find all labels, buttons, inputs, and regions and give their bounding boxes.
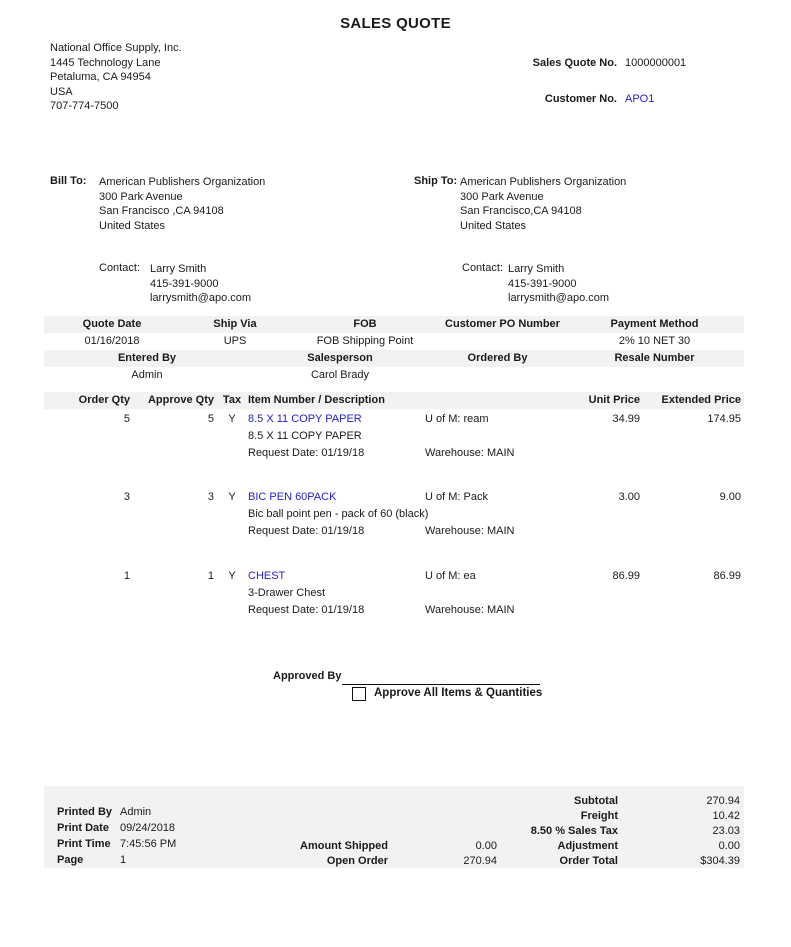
bill-to-address <box>99 175 265 233</box>
value-fob: FOB Shipping Point <box>316 335 414 347</box>
item-approve-qty: 3 <box>207 491 214 503</box>
ship-to-address <box>460 175 626 233</box>
quote-info-value-row-2 <box>44 367 744 384</box>
freight-value: 10.42 <box>712 810 740 822</box>
item-row <box>0 569 791 584</box>
item-description: 8.5 X 11 COPY PAPER <box>248 430 362 442</box>
sales-tax-value: 23.03 <box>712 825 740 837</box>
subtotal-label: Subtotal <box>574 795 618 807</box>
items-header-item: Item Number / Description <box>248 394 385 406</box>
item-uom: U of M: Pack <box>425 491 488 503</box>
item-warehouse: Warehouse: MAIN <box>425 447 515 459</box>
print-time-label: Print Time <box>57 838 111 850</box>
quote-number-value: 1000000001 <box>625 57 687 69</box>
ship-to-country: United States <box>460 219 527 232</box>
value-salesperson: Carol Brady <box>310 369 370 381</box>
item-unit-price: 34.99 <box>612 413 640 425</box>
item-approve-qty: 5 <box>207 413 214 425</box>
item-detail-line <box>0 446 791 461</box>
item-tax-flag: Y <box>228 413 236 425</box>
printed-by-value: Admin <box>120 806 152 818</box>
item-order-qty: 5 <box>123 413 130 425</box>
header-entered-by: Entered By <box>117 352 177 364</box>
bill-contact-label: Contact: <box>99 262 140 274</box>
item-description: Bic ball point pen - pack of 60 (black) <box>248 508 429 520</box>
quote-number-row <box>380 57 760 71</box>
item-tax-flag: Y <box>228 570 236 582</box>
items-header-extended-price: Extended Price <box>661 394 741 406</box>
page-title: SALES QUOTE <box>340 15 451 32</box>
item-approve-qty: 1 <box>207 570 214 582</box>
customer-number-row <box>380 93 760 107</box>
company-name: National Office Supply, Inc. <box>50 42 182 54</box>
items-header-tax: Tax <box>222 394 242 406</box>
quote-info-header-row-1 <box>44 316 744 333</box>
item-order-qty: 1 <box>123 570 130 582</box>
page-number-label: Page <box>57 854 84 866</box>
adjustment-value: 0.00 <box>718 840 740 852</box>
item-request-date: Request Date: 01/19/18 <box>248 604 365 616</box>
item-row <box>0 412 791 427</box>
approved-by-label: Approved By <box>273 670 342 682</box>
order-total-label: Order Total <box>559 855 618 867</box>
page-number-value: 1 <box>120 854 127 866</box>
header-resale-number: Resale Number <box>614 352 695 364</box>
open-order-value: 270.94 <box>463 855 497 867</box>
amount-shipped-label: Amount Shipped <box>300 840 388 852</box>
company-phone: 707-774-7500 <box>50 100 119 113</box>
items-header-approve-qty: Approve Qty <box>147 394 214 406</box>
print-date-label: Print Date <box>57 822 109 834</box>
bill-to-city: San Francisco ,CA 94108 <box>99 205 224 218</box>
item-unit-price: 3.00 <box>618 491 640 503</box>
item-detail-line <box>0 524 791 539</box>
header-fob: FOB <box>353 318 377 330</box>
printed-by-label: Printed By <box>57 806 113 818</box>
item-row <box>0 490 791 505</box>
bill-to-label: Bill To: <box>50 175 87 187</box>
company-country: USA <box>50 85 73 98</box>
ship-contact-phone: 415-391-9000 <box>508 277 577 290</box>
item-extended-price: 174.95 <box>707 413 741 425</box>
item-tax-flag: Y <box>228 491 236 503</box>
ship-contact-name: Larry Smith <box>508 263 565 275</box>
bill-to-street: 300 Park Avenue <box>99 190 183 203</box>
item-order-qty: 3 <box>123 491 130 503</box>
company-city: Petaluma, CA 94954 <box>50 71 151 84</box>
ship-to-city: San Francisco,CA 94108 <box>460 205 582 218</box>
customer-number-label: Customer No. <box>544 93 617 105</box>
item-description: 3-Drawer Chest <box>248 587 326 599</box>
ship-to-label: Ship To: <box>414 175 458 187</box>
header-ordered-by: Ordered By <box>467 352 528 364</box>
item-request-date: Request Date: 01/19/18 <box>248 525 365 537</box>
header-ship-via: Ship Via <box>213 318 257 330</box>
approve-all-checkbox[interactable] <box>352 687 366 701</box>
quote-number-label: Sales Quote No. <box>532 57 617 69</box>
item-extended-price: 86.99 <box>713 570 741 582</box>
bill-to-country: United States <box>99 219 166 232</box>
item-uom: U of M: ream <box>425 413 489 425</box>
order-total-value: $304.39 <box>700 855 740 867</box>
open-order-label: Open Order <box>326 855 388 867</box>
amount-shipped-value: 0.00 <box>475 840 497 852</box>
bill-to-name: American Publishers Organization <box>99 176 266 188</box>
freight-label: Freight <box>580 810 618 822</box>
value-quote-date: 01/16/2018 <box>84 335 140 347</box>
item-extended-price: 9.00 <box>719 491 741 503</box>
items-header-order-qty: Order Qty <box>78 394 130 406</box>
ship-to-name: American Publishers Organization <box>460 176 627 188</box>
value-payment-method: 2% 10 NET 30 <box>618 335 691 347</box>
ship-to-street: 300 Park Avenue <box>460 190 544 203</box>
item-uom: U of M: ea <box>425 570 476 582</box>
items-header-unit-price: Unit Price <box>588 394 640 406</box>
subtotal-value: 270.94 <box>706 795 740 807</box>
quote-info-header-row-2 <box>44 350 744 367</box>
sales-tax-label: 8.50 % Sales Tax <box>530 825 618 837</box>
bill-contact-name: Larry Smith <box>150 263 207 275</box>
customer-number-link[interactable]: APO1 <box>625 93 655 105</box>
header-payment-method: Payment Method <box>610 318 699 330</box>
item-number-link[interactable]: CHEST <box>248 570 286 582</box>
item-description-line <box>0 429 791 444</box>
header-salesperson: Salesperson <box>307 352 373 364</box>
header-customer-po: Customer PO Number <box>445 318 560 330</box>
header-quote-date: Quote Date <box>82 318 142 330</box>
item-warehouse: Warehouse: MAIN <box>425 525 515 537</box>
approved-by-signature-line <box>342 684 540 685</box>
item-detail-line <box>0 603 791 618</box>
item-request-date: Request Date: 01/19/18 <box>248 447 365 459</box>
item-unit-price: 86.99 <box>612 570 640 582</box>
item-number-link[interactable]: 8.5 X 11 COPY PAPER <box>248 413 362 425</box>
bill-contact-block <box>150 262 251 306</box>
print-time-value: 7:45:56 PM <box>120 838 177 850</box>
item-number-link[interactable]: BIC PEN 60PACK <box>248 491 337 503</box>
bill-contact-phone: 415-391-9000 <box>150 277 219 290</box>
value-entered-by: Admin <box>131 369 163 381</box>
ship-contact-block <box>508 262 609 306</box>
items-header-row <box>0 393 791 408</box>
value-ship-via: UPS <box>223 335 247 347</box>
item-description-line <box>0 586 791 601</box>
adjustment-label: Adjustment <box>557 840 618 852</box>
bill-contact-email: larrysmith@apo.com <box>150 292 252 305</box>
ship-contact-label: Contact: <box>462 262 503 274</box>
item-description-line <box>0 507 791 522</box>
company-block <box>50 41 182 114</box>
item-warehouse: Warehouse: MAIN <box>425 604 515 616</box>
approve-all-checkbox-label: Approve All Items & Quantities <box>374 687 543 699</box>
print-date-value: 09/24/2018 <box>120 822 176 834</box>
company-address: 1445 Technology Lane <box>50 56 161 69</box>
ship-contact-email: larrysmith@apo.com <box>508 292 610 305</box>
quote-info-value-row-1 <box>44 333 744 350</box>
